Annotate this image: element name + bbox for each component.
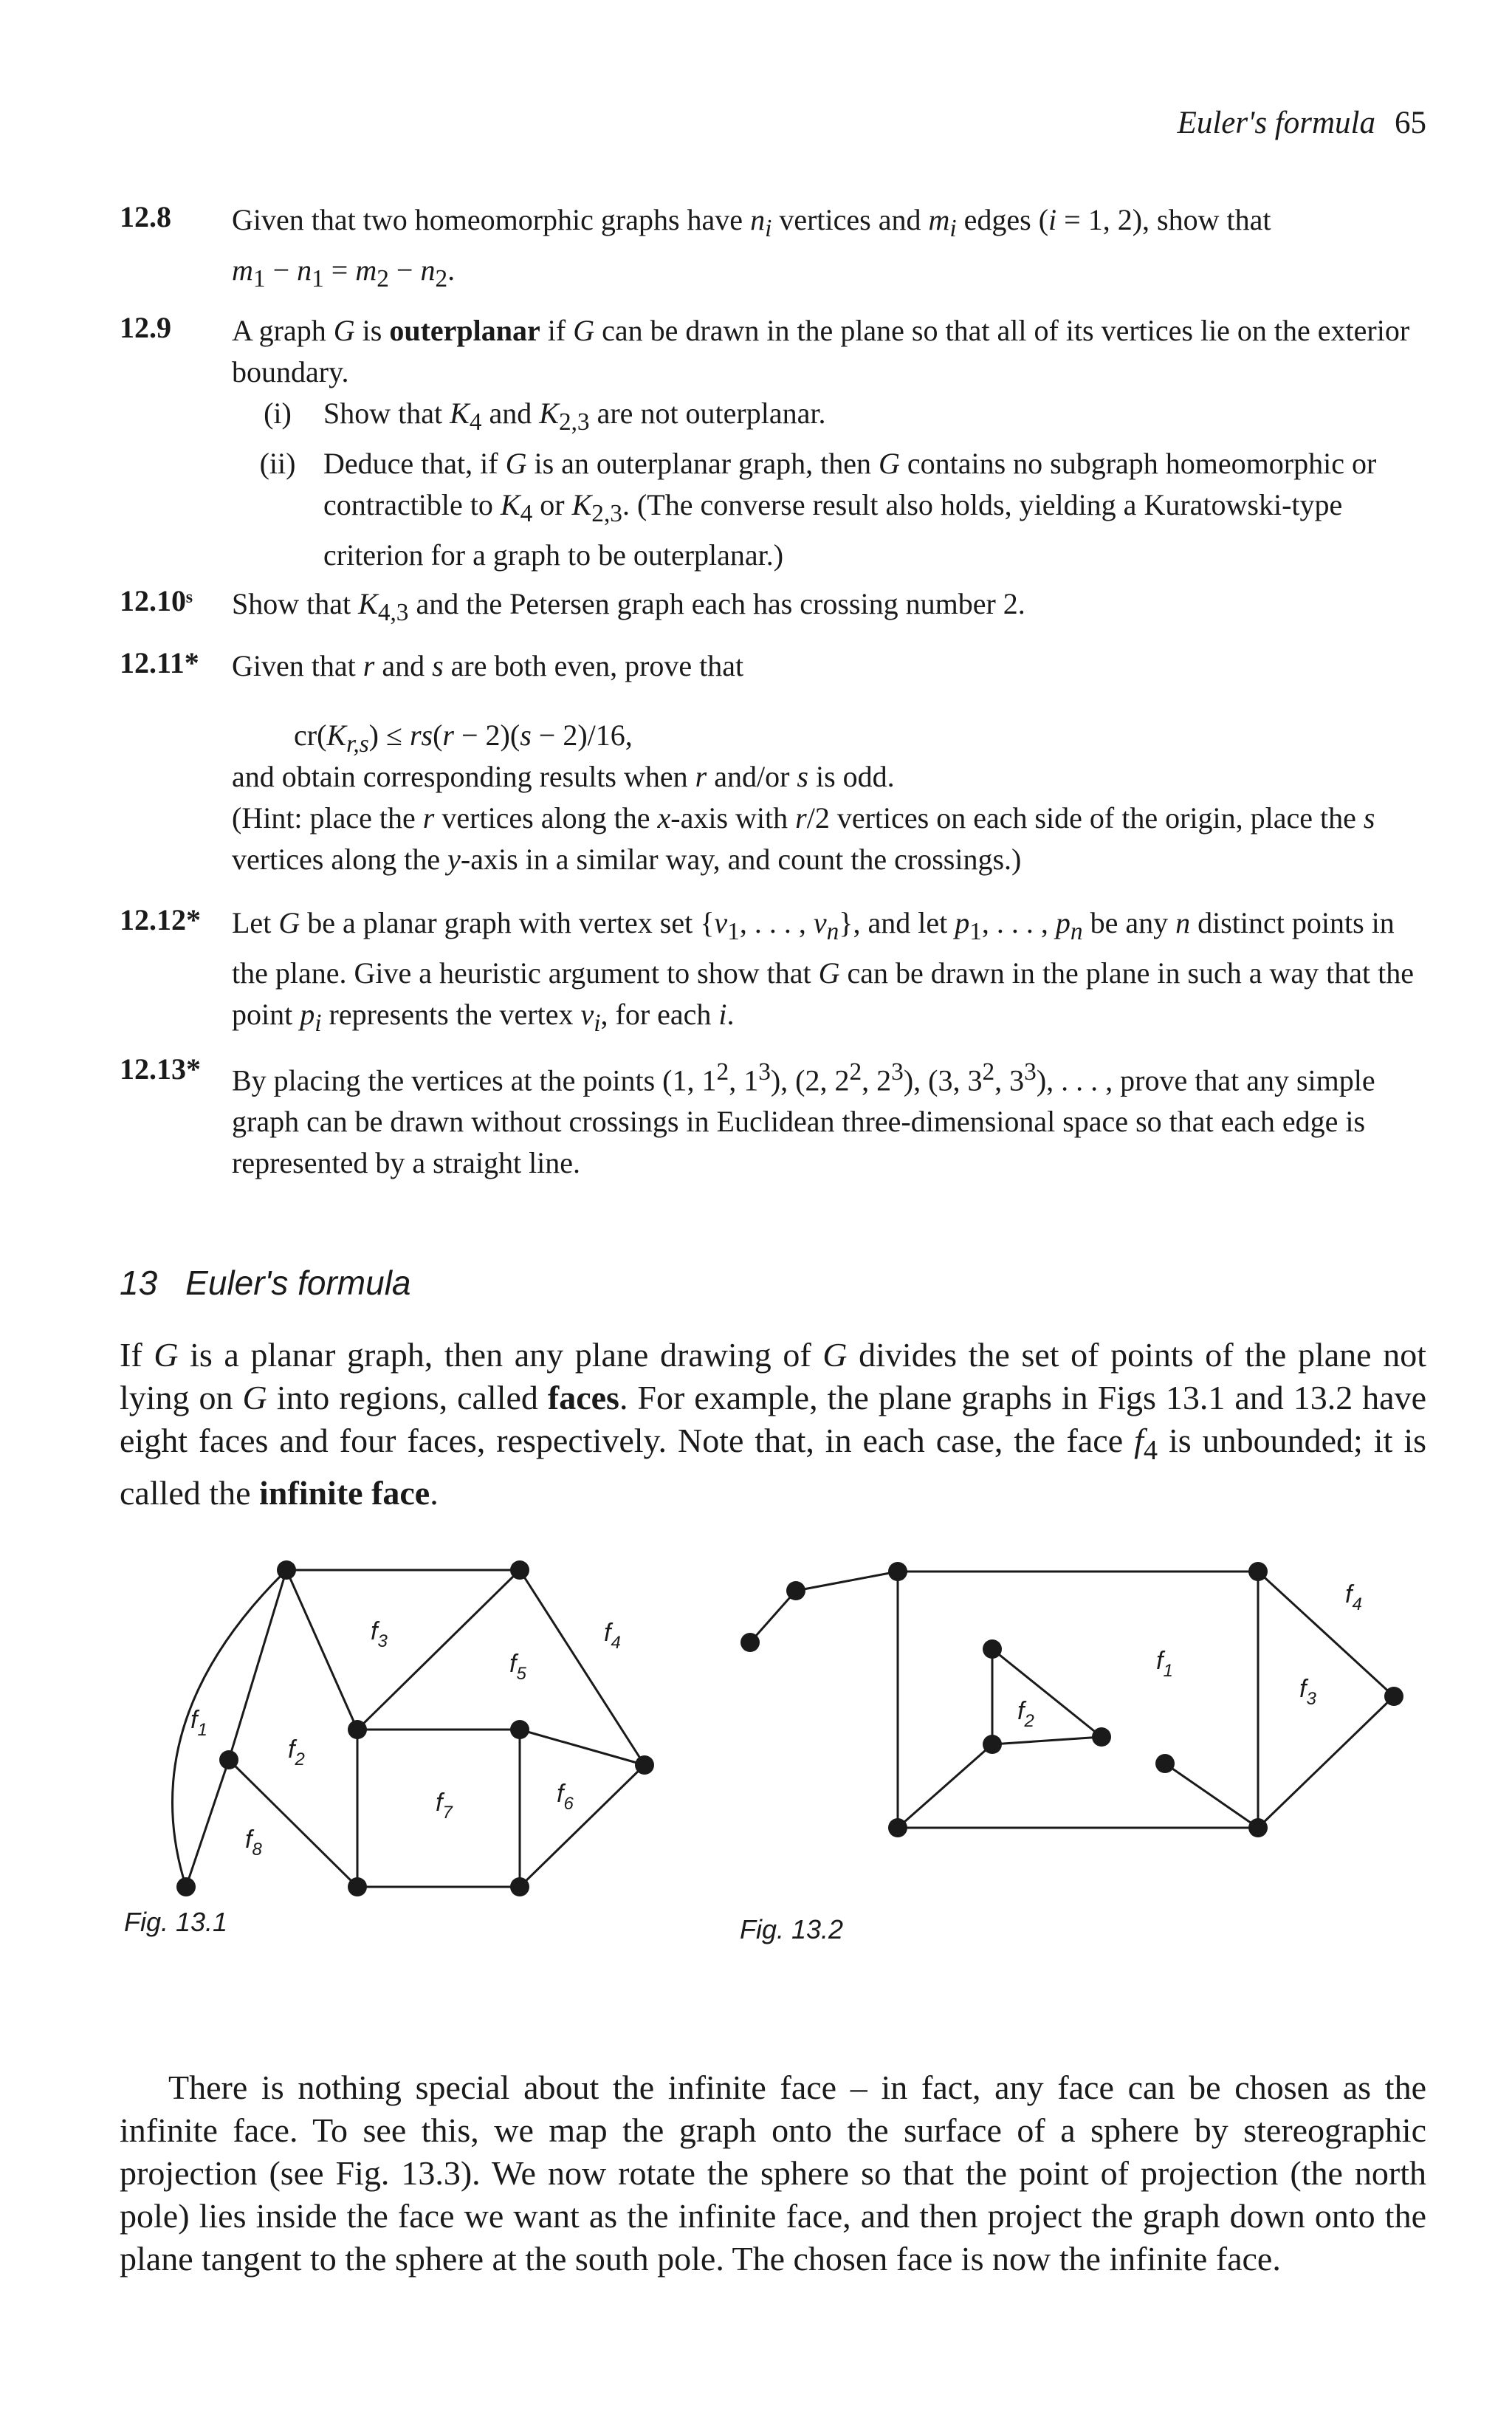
page-number: 65 [1395, 106, 1426, 140]
graph-edges [750, 1572, 1394, 1828]
section-number: 13 [120, 1264, 158, 1302]
face-label-f3: $f_3$ [371, 1617, 388, 1651]
face-label-f5: $f_5$ [509, 1650, 526, 1684]
exercise-12-11-cont: and obtain corresponding results when r and/or s is odd. (Hint: place the r vertices along the x-axis with r/2 vertices on each side of the origin, place the s vertices along the y-axis in a similar way, and count the crossings.) [232, 760, 1375, 876]
exercise-12-9: A graph G is outerplanar if G can be drawn in the plane so that all of its vertices lie on the exterior boundary. (i) Show that $K_4$ and $K_{2,3}$ are not outerplanar. (ii) Deduce that, if G is an outerplanar graph, then G contains no subgraph homeomorphic or contractible to $K_4$ or $K_{2,3}$. (The converse result also holds, yielding a Kuratowski-type criterion for a graph to be outerplanar.) [232, 314, 1410, 572]
exercise-12-11: Given that r and s are both even, prove that [232, 649, 744, 682]
graph-edges [172, 1570, 645, 1887]
exercise-number: 12.9 [120, 311, 171, 344]
exercise-12-13: By placing the vertices at the points (1, $1^2$, $1^3$), (2, $2^2$, $2^3$), (3, $3^2$, $3^3$), . . . , prove that any simple graph can be drawn without crossings in Euclidean three-dimensional space so that each edge is represented by a straight line. [232, 1058, 1375, 1180]
face-label-f2: $f_2$ [1017, 1697, 1034, 1731]
face-label-f4: $f_4$ [1345, 1580, 1362, 1614]
exercise-12-8: Given that two homeomorphic graphs have $n_i$ vertices and $m_i$ edges (i = 1, 2), show that $m_1 - n_1 = m_2 - n_2$. [232, 203, 1271, 292]
face-labels [1017, 1580, 1362, 1731]
paragraph-faces: If G is a planar graph, then any plane drawing of G divides the set of points of the plane not lying on G into regions, called faces. For example, the plane graphs in Figs 13.1 and 13.2 have eight faces and four faces, respectively. Note that, in each case, the face $f_4$ is unbounded; it is called the infinite face. [120, 1336, 1427, 1512]
face-label-f6: $f_6$ [557, 1780, 574, 1814]
running-head [1178, 105, 1426, 141]
section-title: Euler's formula [185, 1264, 411, 1302]
figure-13-2-caption: Fig. 13.2 [740, 1914, 844, 1944]
section-heading [120, 1263, 411, 1303]
exercise-number: 12.10ˢ [120, 584, 193, 617]
face-label-f2: $f_2$ [288, 1735, 305, 1769]
figure-13-1 [118, 1543, 679, 1927]
figure-13-2 [724, 1543, 1418, 1927]
running-head-title: Euler's formula [1177, 106, 1375, 140]
formula-crossing: $cr(K_{r,s}) \le rs(r - 2)(s - 2)/16$, [294, 719, 633, 758]
face-label-f8: $f_8$ [245, 1826, 262, 1860]
paragraph-infinite-face [120, 2066, 1426, 2280]
exercise-number: 12.8 [120, 200, 171, 233]
exercise-number: 12.13* [120, 1052, 201, 1086]
face-label-f1: $f_1$ [190, 1706, 207, 1740]
face-label-f7: $f_7$ [436, 1789, 453, 1823]
face-label-f3: $f_3$ [1299, 1675, 1316, 1709]
face-labels [190, 1617, 621, 1860]
face-label-f1: $f_1$ [1156, 1647, 1173, 1681]
paragraph-text: There is nothing special about the infinite face – in fact, any face can be chosen as the infinite face. To see this, we map the graph onto the surface of a sphere by stereographic projection (see Fig. 13.3). We now rotate the sphere so that the point of projection (the north pole) lies inside the face we want as the infinite face, and then project the graph down onto the plane tangent to the sphere at the south pole. The chosen face is now the infinite face. [120, 2069, 1426, 2278]
figure-13-1-caption: Fig. 13.1 [124, 1907, 228, 1937]
exercise-number: 12.11* [120, 646, 199, 679]
face-label-f4: $f_4$ [604, 1619, 621, 1653]
exercise-12-12: Let G be a planar graph with vertex set {$v_1$, . . . , $v_n$}, and let $p_1$, . . . , $p_n$ be any n distinct points in the plane. Give a heuristic argument to show that G can be drawn in the plane in such a way that the point $p_i$ represents the vertex $v_i$, for each i. [232, 906, 1414, 1037]
exercise-number: 12.12* [120, 903, 201, 936]
exercise-12-10: Show that $K_{4,3}$ and the Petersen graph each has crossing number 2. [232, 587, 1025, 626]
